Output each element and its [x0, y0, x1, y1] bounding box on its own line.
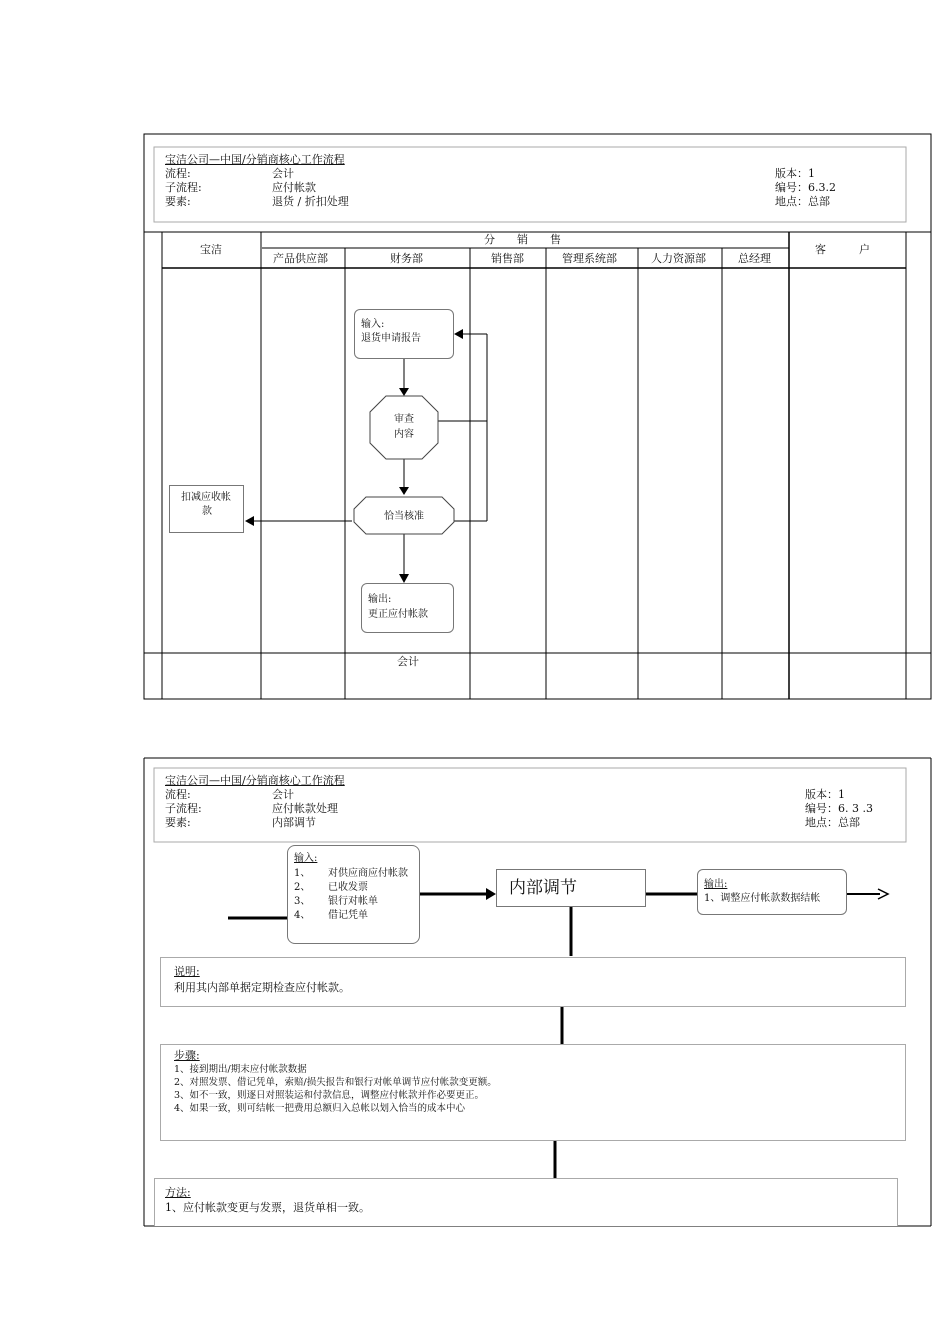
input-label: 输入:: [361, 319, 385, 330]
element-label: 要素:: [165, 195, 191, 208]
output-box: [361, 583, 454, 633]
description-text: 利用其内部单据定期检查应付帐款。: [174, 981, 350, 994]
output-label: 输出:: [368, 594, 392, 605]
input-list-box: [287, 845, 420, 944]
dept-sales: 销售部: [491, 252, 524, 265]
input-item-2: 已收发票: [328, 882, 368, 893]
input-num-2: 2、: [294, 882, 311, 893]
review-node-line2: 内容: [394, 429, 414, 440]
output-title: 输出:: [704, 879, 728, 890]
review-node-line1: 审查: [394, 414, 414, 425]
subprocess-label: 子流程:: [165, 181, 202, 194]
input-item-4: 借记凭单: [328, 910, 368, 921]
input-text: 退货申请报告: [361, 333, 421, 344]
output-summary-box: [697, 869, 847, 915]
input-num-3: 3、: [294, 896, 311, 907]
process-value-2: 会计: [272, 788, 294, 801]
dept-product-supply: 产品供应部: [273, 252, 328, 265]
column-customer: 客 户: [815, 243, 870, 256]
input-item-3: 银行对帐单: [328, 896, 378, 907]
output-text: 更正应付帐款: [368, 609, 428, 620]
verify-node: 恰当核准: [384, 511, 424, 522]
subprocess-value: 应付帐款: [272, 181, 316, 194]
process-value: 会计: [272, 167, 294, 180]
element-label-2: 要素:: [165, 816, 191, 829]
deduct-receivable-box: [169, 485, 244, 533]
element-value: 退货 / 折扣处理: [272, 195, 349, 208]
method-box: [154, 1178, 898, 1226]
dept-gm: 总经理: [738, 252, 771, 265]
step-3: 3、如不一致，则逐日对照装运和付款信息，调整应付帐款并作必要更正。: [174, 1090, 485, 1101]
method-title: 方法:: [165, 1186, 191, 1199]
description-title: 说明:: [174, 965, 200, 978]
subprocess-label-2: 子流程:: [165, 802, 202, 815]
location-2: 地点：总部: [805, 816, 860, 829]
dept-hr: 人力资源部: [651, 252, 706, 265]
deduct-line1: 扣减应收帐: [181, 492, 231, 503]
version-2: 版本：1: [805, 788, 845, 801]
number-2: 编号：6. 3 .3: [805, 802, 873, 815]
location: 地点：总部: [775, 195, 830, 208]
steps-title: 步骤:: [174, 1049, 200, 1062]
method-text: 1、应付帐款变更与发票，退货单相一致。: [165, 1201, 370, 1214]
input-item-1: 对供应商应付帐款: [328, 868, 408, 879]
process-box: [496, 869, 646, 907]
step-4: 4、如果一致，则可结帐一把费用总额归入总帐以划入恰当的成本中心: [174, 1103, 466, 1114]
element-value-2: 内部调节: [272, 816, 316, 829]
process-label-2: 流程:: [165, 788, 191, 801]
dept-finance: 财务部: [390, 252, 423, 265]
version: 版本：1: [775, 167, 815, 180]
step-1: 1、接到期出/期末应付帐款数据: [174, 1064, 307, 1075]
subprocess-value-2: 应付帐款处理: [272, 802, 338, 815]
column-distributor: 分 销 售: [484, 233, 561, 246]
description-box: [160, 957, 906, 1007]
input-box: [354, 309, 454, 359]
column-baojie: 宝洁: [200, 243, 222, 256]
company-title-2: 宝洁公司—中国/分销商核心工作流程: [165, 774, 345, 787]
process-title: 内部调节: [509, 878, 577, 898]
dept-mis: 管理系统部: [562, 252, 617, 265]
process-label: 流程:: [165, 167, 191, 180]
input-num-4: 4、: [294, 910, 311, 921]
deduct-line2: 款: [202, 506, 212, 517]
steps-box: [160, 1044, 906, 1141]
step-2: 2、对照发票、借记凭单，索赔/损失报告和银行对帐单调节应付帐款变更额。: [174, 1077, 497, 1088]
input-num-1: 1、: [294, 868, 311, 879]
footer-accounting: 会计: [397, 655, 419, 668]
company-title: 宝洁公司—中国/分销商核心工作流程: [165, 153, 345, 166]
input-title: 输入:: [294, 853, 318, 864]
output-summary-text: 1、调整应付帐款数据结帐: [704, 893, 821, 904]
number: 编号：6.3.2: [775, 181, 836, 194]
